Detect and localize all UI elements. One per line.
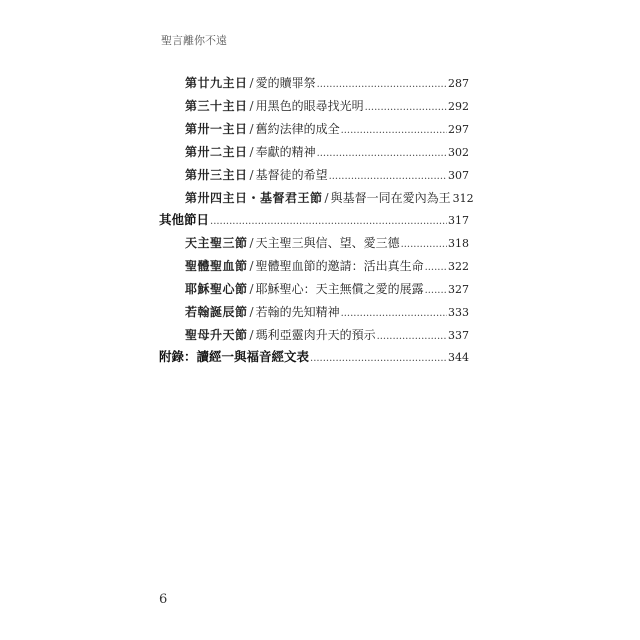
- dot-leader: [377, 327, 447, 345]
- toc-entry-title: 基督徒的希望: [255, 168, 328, 182]
- toc-entry-label: 第廿九主日: [185, 76, 248, 90]
- toc-entry[interactable]: [185, 190, 474, 208]
- toc-entry[interactable]: [185, 144, 469, 162]
- toc-entry[interactable]: [185, 167, 469, 185]
- toc-entry-page: 312: [452, 192, 474, 205]
- toc-entry[interactable]: [185, 327, 469, 345]
- toc-entry-label: 聖母升天節: [185, 328, 248, 342]
- toc-entry-page: 307: [448, 169, 469, 182]
- toc-entry-label: 第卅一主日: [185, 122, 248, 136]
- toc-entry[interactable]: [185, 235, 469, 253]
- toc-entry-page: 302: [448, 146, 469, 159]
- toc-entry-label: 耶穌聖心節: [185, 282, 248, 296]
- dot-leader: [341, 121, 447, 139]
- toc-entry-separator: /: [249, 76, 254, 90]
- dot-leader: [329, 167, 447, 185]
- toc-entry-separator: /: [249, 145, 254, 159]
- toc-entry[interactable]: [185, 98, 469, 116]
- toc-entry-label: 第卅四主日・基督君王節: [185, 191, 323, 205]
- toc-entry-page: 333: [448, 306, 469, 319]
- toc-entry-page: 297: [448, 123, 469, 136]
- toc-entry-separator: /: [249, 122, 254, 136]
- toc-entry-label: 天主聖三節: [185, 236, 248, 250]
- toc-entry-separator: /: [249, 259, 254, 273]
- toc-appendix[interactable]: [159, 349, 469, 367]
- toc-entry-separator: /: [249, 236, 254, 250]
- toc-entry-page: 327: [448, 283, 469, 296]
- toc-entry-page: 292: [448, 100, 469, 113]
- toc-entry-separator: /: [249, 282, 254, 296]
- toc-entry-title: 若翰的先知精神: [255, 305, 340, 319]
- toc-entry-separator: /: [249, 328, 254, 342]
- toc-entry-page: 318: [448, 237, 469, 250]
- toc-section-page: 317: [448, 214, 469, 227]
- toc-appendix-page: 344: [448, 351, 469, 364]
- dot-leader: [425, 258, 447, 276]
- toc-entry[interactable]: [185, 258, 469, 276]
- toc-entry-title: 舊約法律的成全: [255, 122, 340, 136]
- toc-entry[interactable]: [185, 75, 469, 93]
- toc-entry-title: 瑪利亞靈肉升天的預示: [255, 328, 376, 342]
- toc-entry[interactable]: [185, 304, 469, 322]
- dot-leader: [365, 98, 447, 116]
- toc-entry-page: 322: [448, 260, 469, 273]
- dot-leader: [317, 75, 447, 93]
- toc-appendix-title: 附錄：讀經一與福音經文表: [159, 349, 310, 364]
- toc-entry-label: 第卅二主日: [185, 145, 248, 159]
- toc-entry-label: 聖體聖血節: [185, 259, 248, 273]
- toc-entry-label: 若翰誕辰節: [185, 305, 248, 319]
- toc-entry-separator: /: [249, 305, 254, 319]
- toc-entry-title: 愛的贖罪祭: [255, 76, 316, 90]
- dot-leader: [210, 212, 447, 230]
- toc-entry-title: 聖體聖血節的邀請：活出真生命: [255, 259, 424, 273]
- dot-leader: [317, 144, 447, 162]
- toc-entry[interactable]: [185, 121, 469, 139]
- dot-leader: [425, 281, 447, 299]
- dot-leader: [341, 304, 447, 322]
- toc-entry-label: 第三十主日: [185, 99, 248, 113]
- toc-section-heading[interactable]: [159, 212, 469, 230]
- toc-entry-title: 奉獻的精神: [255, 145, 316, 159]
- toc-entry-title: 天主聖三與信、望、愛三德: [255, 236, 400, 250]
- toc-entry-label: 第卅三主日: [185, 168, 248, 182]
- dot-leader: [401, 235, 447, 253]
- toc-entry-title: 耶穌聖心：天主無償之愛的展露: [255, 282, 424, 296]
- page-number: 6: [159, 592, 168, 607]
- toc-entry[interactable]: [185, 281, 469, 299]
- running-head: 聖言離你不遠: [161, 34, 227, 47]
- toc-entry-page: 287: [448, 77, 469, 90]
- toc-entry-separator: /: [249, 99, 254, 113]
- dot-leader: [310, 349, 447, 367]
- toc-entry-title: 用黑色的眼尋找光明: [255, 99, 364, 113]
- toc-entry-separator: /: [249, 168, 254, 182]
- toc-entry-title: 與基督一同在愛內為王: [330, 191, 451, 205]
- toc-section-title: 其他節日: [159, 212, 210, 227]
- toc-entry-separator: /: [324, 191, 329, 205]
- toc-entry-page: 337: [448, 329, 469, 342]
